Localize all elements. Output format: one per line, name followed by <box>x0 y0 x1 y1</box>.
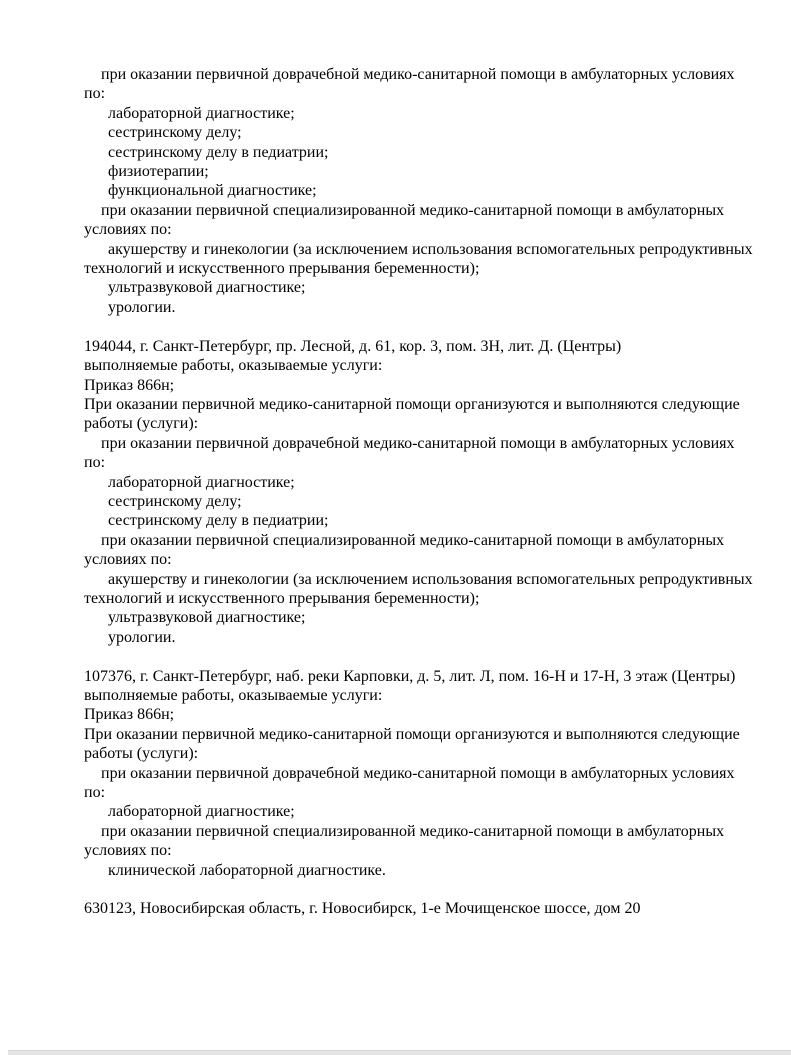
document-line: по: <box>84 85 106 103</box>
document-line: сестринскому делу; <box>108 492 242 510</box>
document-line: акушерству и гинекологии (за исключением использования вспомогательных репродуктивных <box>108 570 753 588</box>
document-line: клинической лабораторной диагностике. <box>108 861 386 879</box>
document-line: по: <box>84 454 106 472</box>
document-line: ультразвуковой диагностике; <box>108 279 306 297</box>
document-line: сестринскому делу в педиатрии; <box>108 512 329 530</box>
document-line: условиях по: <box>84 221 172 239</box>
document-line: урологии. <box>108 298 176 316</box>
document-line: ультразвуковой диагностике; <box>108 609 306 627</box>
document-line: Приказ 866н; <box>84 706 175 724</box>
document-line: при оказании первичной специализированной медико-санитарной помощи в амбулаторных <box>101 822 725 840</box>
document-line: выполняемые работы, оказываемые услуги: <box>84 357 383 375</box>
document-line: при оказании первичной доврачебной медико-санитарной помощи в амбулаторных условиях <box>101 764 735 782</box>
document-line: при оказании первичной доврачебной медико-санитарной помощи в амбулаторных условиях <box>101 434 735 452</box>
document-line: 630123, Новосибирская область, г. Новосибирск, 1-е Мочищенское шоссе, дом 20 <box>84 900 641 918</box>
document-line: Приказ 866н; <box>84 376 175 394</box>
document-line: при оказании первичной специализированной медико-санитарной помощи в амбулаторных <box>101 531 725 549</box>
document-line: При оказании первичной медико-санитарной помощи организуются и выполняются следующие <box>84 725 740 743</box>
document-line: лабораторной диагностике; <box>108 473 295 491</box>
document-line: При оказании первичной медико-санитарной помощи организуются и выполняются следующие <box>84 395 740 413</box>
document-body <box>84 65 774 919</box>
document-line: 107376, г. Санкт-Петербург, наб. реки Карповки, д. 5, лит. Л, пом. 16-Н и 17-Н, 3 этаж (Центры) <box>84 667 736 685</box>
document-line: работы (услуги): <box>84 745 199 763</box>
document-blank-line <box>84 880 774 899</box>
document-line: физиотерапии; <box>108 163 209 181</box>
document-line: при оказании первичной доврачебной медико-санитарной помощи в амбулаторных условиях <box>101 66 735 83</box>
document-line: условиях по: <box>84 551 172 569</box>
document-line: сестринскому делу в педиатрии; <box>108 143 329 161</box>
document-line: по: <box>84 784 106 802</box>
document-line: работы (услуги): <box>84 415 199 433</box>
document-line: урологии. <box>108 628 176 646</box>
document-line: 194044, г. Санкт-Петербург, пр. Лесной, д. 61, кор. 3, пом. 3Н, лит. Д. (Центры) <box>84 337 622 355</box>
document-line: лабораторной диагностике; <box>108 803 295 821</box>
document-line: условиях по: <box>84 842 172 860</box>
document-blank-line <box>84 317 774 336</box>
document-line: выполняемые работы, оказываемые услуги: <box>84 687 383 704</box>
document-line: акушерству и гинекологии (за исключением использования вспомогательных репродуктивных <box>108 240 753 258</box>
document-line: функциональной диагностике; <box>108 182 317 200</box>
document-line: технологий и искусственного прерывания беременности); <box>84 260 480 278</box>
document-line: технологий и искусственного прерывания беременности); <box>84 589 480 607</box>
bottom-divider <box>8 1050 791 1055</box>
document-line: лабораторной диагностике; <box>108 104 295 122</box>
document-line: сестринскому делу; <box>108 124 242 142</box>
document-blank-line <box>84 647 774 666</box>
document-line: при оказании первичной специализированной медико-санитарной помощи в амбулаторных <box>101 201 725 219</box>
